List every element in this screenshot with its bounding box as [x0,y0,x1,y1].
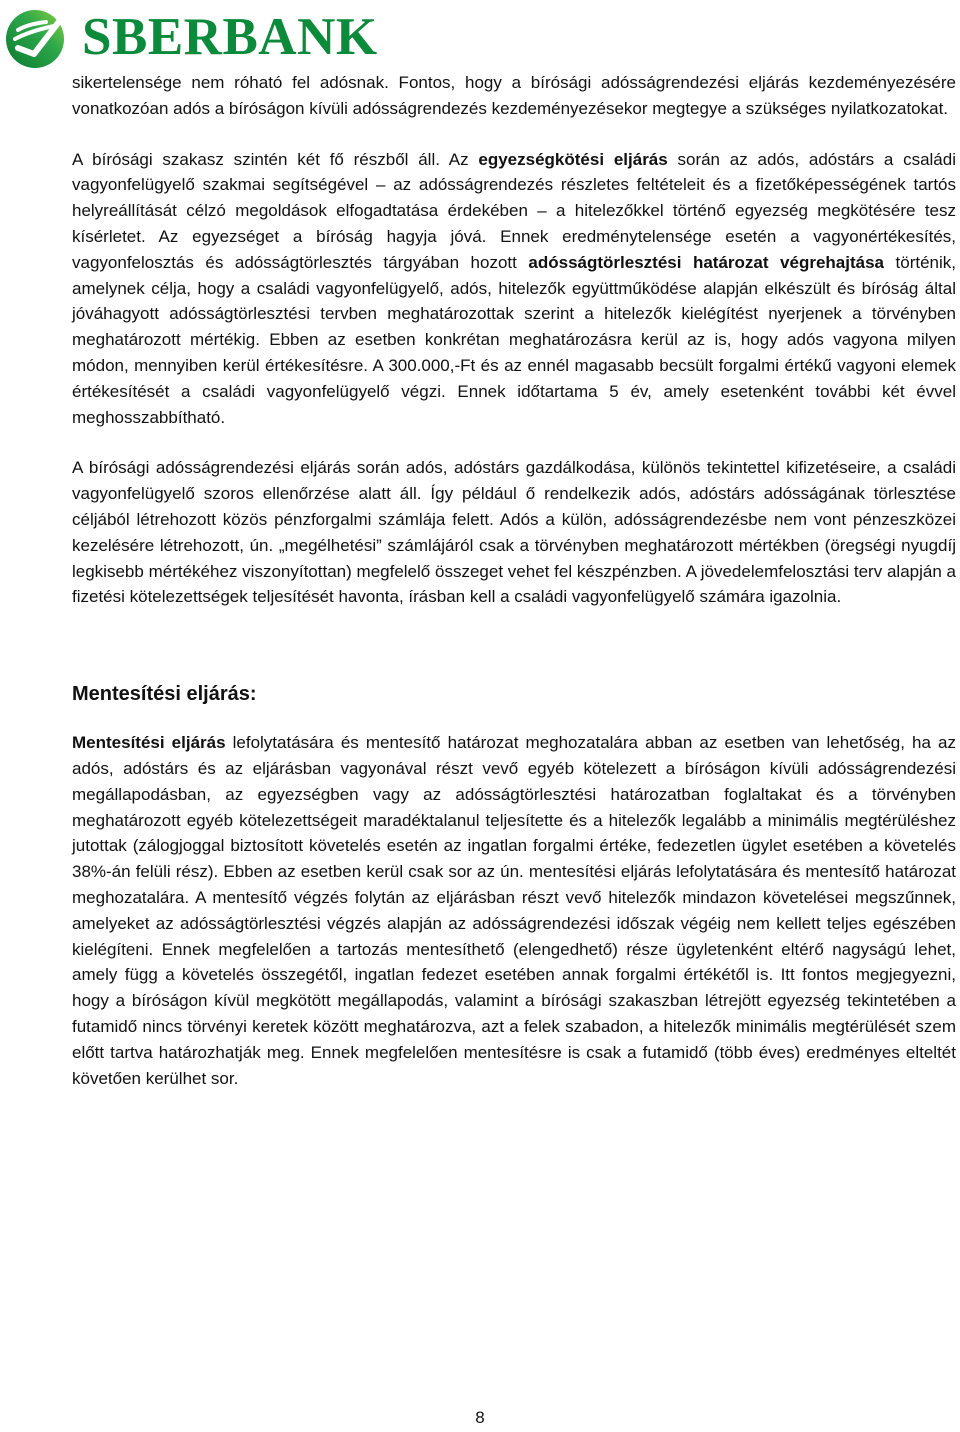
sberbank-check-circle-icon [4,4,70,70]
paragraph-intro: sikertelensége nem róható fel adósnak. Fontos, hogy a bírósági adósságrendezési eljárás kezdeményezésére vonatkozóan adós a bíróságon kívüli adósságrendezés kezdeményezésekor megtegye a szükséges nyilatkozatokat. [72,73,956,118]
section-heading: Mentesítési eljárás: [72,683,257,706]
sberbank-logo [4,4,378,70]
paragraph-supervision: A bírósági adósságrendezési eljárás során adós, adóstárs gazdálkodása, különös tekintettel kifizetéseire, a családi vagyonfelügyelő szoros ellenőrzése alatt áll. Így például ő rendelkezik adós, adóstárs adósságának törlesztése céljából létrehozott közös pénzforgalmi számlája felett. Adós a külön, adósságrendezésbe nem vont pénzeszközei kezelésére létrehozott, ún. „megélhetési” számlájáról csak a törvényben meghatározott mértékben (öregségi nyugdíj legkisebb mértékéhez viszonyítottan) megfelelő összeget vehet fel készpénzben. A jövedelemfelosztási terv alapján a fizetési kötelezettségek teljesítését havonta, írásban kell a családi vagyonfelügyelő számára igazolnia. [72,458,956,607]
text-span: történik, amelynek célja, hogy a családi vagyonfelügyelő, adós, hitelezők együttműködése alapján elkészült és bíróság által jóváhagyott adósságtörlesztési tervben meghatározottak szerint a hitelezők kielégítést nyerjenek a törvényben meghatározott mértékig. Ebben az esetben konkrétan meghatározásra kerül az is, hogy adós vagyona milyen módon, mennyiben kerül értékesítésre. A 300.000,-Ft és az ennél magasabb becsült forgalmi értékű vagyoni elemek értékesítését a családi vagyonfelügyelő végzi. Ennek időtartama 5 év, amely esetenként további két évvel meghosszabbítható. [72,252,957,427]
logo-text: SBERBANK [82,7,378,66]
bold-term-repayment-decision: adósságtörlesztési határozat végrehajtása [528,252,885,272]
bold-term-exemption: Mentesítési eljárás [72,733,226,753]
text-span: során az adós, adóstárs a családi vagyonfelügyelő szakmai segítségével – az adósságrendezés részletes feltételeit és a fizetőképességének tartós helyreállítását célzó megoldások elfogadtatása érdekében – a hitelezőkkel történő egyezség megkötésére tesz kísérletet. Az egyezséget a bíróság hagyja jóvá. Ennek eredménytelensége esetén a vagyonértékesítés, vagyonfelosztás és adósságtörlesztés tárgyában hozott [72,149,956,272]
paragraph-exemption [72,730,956,1091]
document-body [72,70,956,1091]
paragraph-court-stage [72,147,956,431]
text-span: A bírósági szakasz szintén két fő részből áll. Az [72,149,479,169]
page-number: 8 [475,1408,485,1427]
bold-term-settlement: egyezségkötési eljárás [478,149,668,169]
text-span: lefolytatására és mentesítő határozat meghozatalára abban az esetben van lehetőség, ha az adós, adóstárs és az eljárásban vagyonával részt vevő egyéb kötelezett a bíróságon kívüli adósságrendezési megállapodásban, az egyezségben vagy az adósságtörlesztési határozatban foglaltakat és a törvényben meghatározott egyéb kötelezettségeit maradéktalanul teljesítette és a hitelezők legalább a minimális megtérüléshez jutottak (zálogjoggal biztosított követelés esetén az ingatlan forgalmi értéke, fedezetlen ügylet esetében a követelés 38%-án felüli rész). Ebben az esetben kerül csak sor az ún. mentesítési eljárás lefolytatására és mentesítő határozat meghozatalára. A mentesítő végzés folytán az eljárásban részt vevő hitelezők mindazon követelései megszűnnek, amelyeket az adósságtörlesztési végzés alapján az adósságrendezési időszak végéig nem kellett teljes egészében kielégíteni. Ennek megfelelően a tartozás mentesíthető (elengedhető) része ügyletenként eltérő nagyságú lehet, amely függ a követelés összegétől, ingatlan fedezet esetében annak forgalmi értékétől is. Itt fontos megjegyezni, hogy a bíróságon kívül megkötött megállapodás, valamint a bírósági szakaszban létrejött egyezség tekintetében a futamidő nincs törvényi keretek között meghatározva, azt a felek szabadon, a hitelezők minimális megtérülését szem előtt tartva határozhatják meg. Ennek megfelelően mentesítésre is csak a futamidő (több éves) eredményes elteltét követően kerülhet sor. [72,733,956,1088]
